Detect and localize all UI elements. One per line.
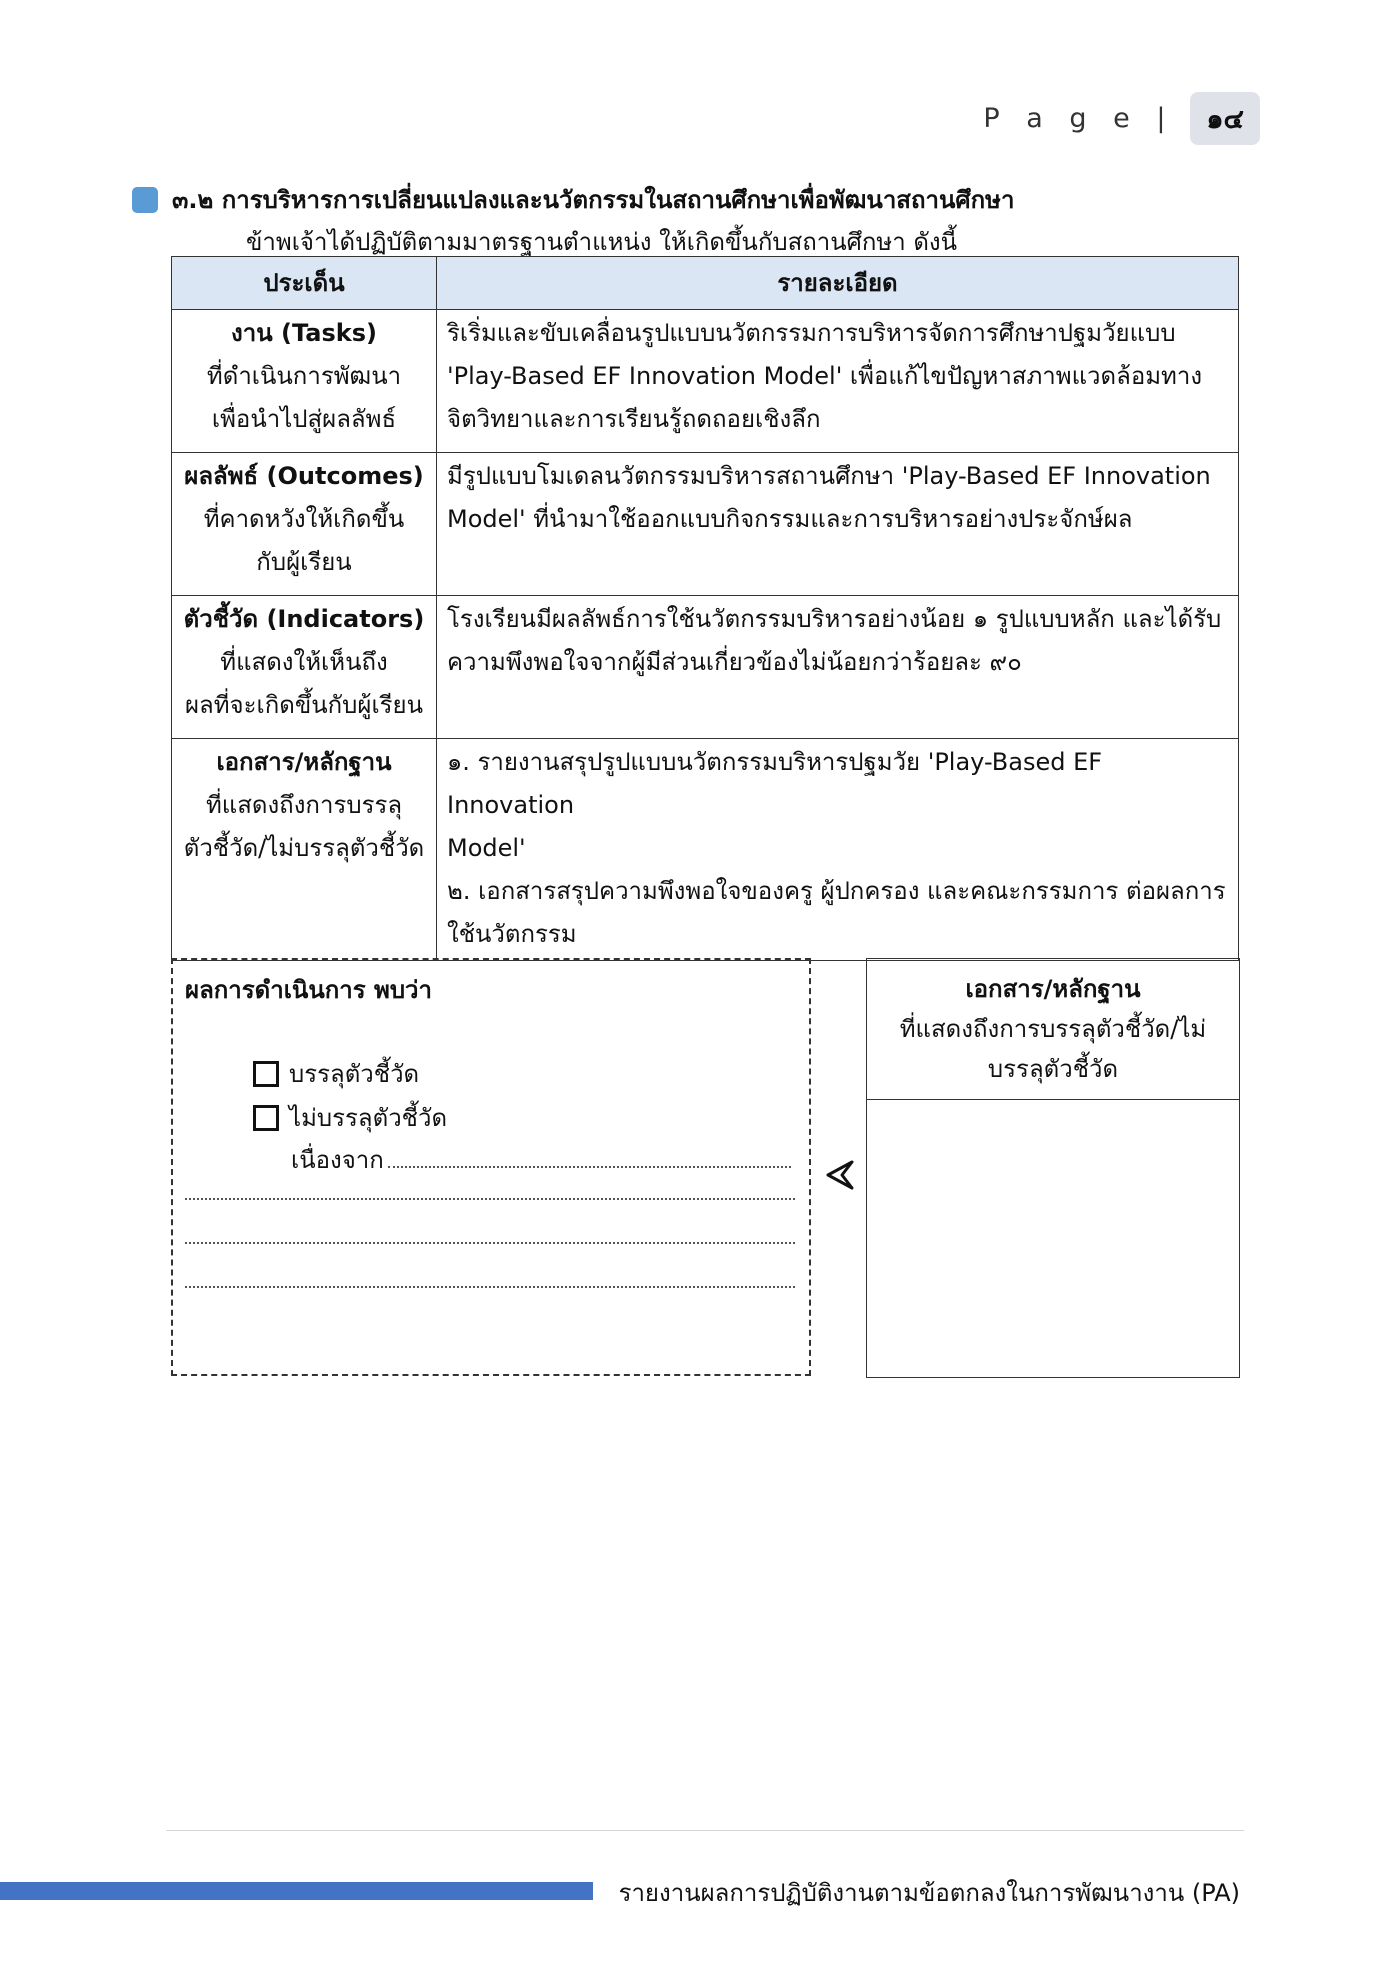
reason-blank-line[interactable] bbox=[185, 1242, 795, 1244]
detail-text: ริเริ่มและขับเคลื่อนรูปแบบนวัตกรรมการบริหารจัดการศึกษาปฐมวัยแบบ bbox=[447, 319, 1176, 347]
table-header-row bbox=[172, 257, 1239, 310]
topic-subtitle: ที่แสดงให้เห็นถึง bbox=[220, 648, 388, 676]
topic-title: ตัวชี้วัด (Indicators) bbox=[183, 605, 425, 633]
footer-title: รายงานผลการปฏิบัติงานตามข้อตกลงในการพัฒนางาน (PA) bbox=[618, 1879, 1240, 1907]
detail-text: ๒. เอกสารสรุปความพึงพอใจของครู ผู้ปกครอง และคณะกรรมการ ต่อผลการ bbox=[447, 877, 1226, 905]
detail-text: ๑. รายงานสรุปรูปแบบนวัตกรรมบริหารปฐมวัย 'Play-Based EF Innovation bbox=[447, 748, 1103, 819]
checkbox-icon[interactable] bbox=[253, 1061, 279, 1087]
topic-subtitle: ที่แสดงถึงการบรรลุ bbox=[205, 791, 403, 819]
detail-text: 'Play-Based EF Innovation Model' เพื่อแก้ไขปัญหาสภาพแวดล้อมทาง bbox=[447, 362, 1203, 390]
detail-cell bbox=[437, 739, 1239, 961]
footer-divider bbox=[166, 1830, 1244, 1831]
option-label: ไม่บรรลุตัวชี้วัด bbox=[289, 1104, 448, 1132]
checkbox-icon[interactable] bbox=[253, 1105, 279, 1131]
topic-cell bbox=[172, 310, 437, 453]
detail-cell bbox=[437, 310, 1239, 453]
topic-cell bbox=[172, 596, 437, 739]
table-row-outcomes bbox=[172, 453, 1239, 596]
topic-title: เอกสาร/หลักฐาน bbox=[216, 748, 392, 776]
topic-title: งาน (Tasks) bbox=[231, 319, 377, 347]
reason-label: เนื่องจาก bbox=[291, 1146, 384, 1174]
topic-subtitle: กับผู้เรียน bbox=[256, 548, 352, 576]
evidence-header bbox=[867, 959, 1239, 1100]
section-title: ๓.๒ การบริหารการเปลี่ยนแปลงและนวัตกรรมในสถานศึกษาเพื่อพัฒนาสถานศึกษา bbox=[172, 186, 1015, 214]
reason-blank-line[interactable] bbox=[185, 1198, 795, 1200]
result-title: ผลการดำเนินการ พบว่า bbox=[185, 976, 433, 1004]
column-header-detail: รายละเอียด bbox=[437, 257, 1239, 310]
result-box bbox=[171, 958, 811, 1376]
detail-text: Model' bbox=[447, 834, 526, 862]
section-heading bbox=[132, 180, 1014, 219]
arrow-left-icon bbox=[826, 1160, 854, 1190]
detail-text: ใช้นวัตกรรม bbox=[447, 920, 577, 948]
topic-title: ผลลัพธ์ (Outcomes) bbox=[184, 462, 424, 490]
detail-text: มีรูปแบบโมเดลนวัตกรรมบริหารสถานศึกษา 'Play-Based EF Innovation bbox=[447, 462, 1211, 490]
option-not-achieved[interactable] bbox=[253, 1098, 447, 1137]
detail-text: โรงเรียนมีผลลัพธ์การใช้นวัตกรรมบริหารอย่างน้อย ๑ รูปแบบหลัก และได้รับ bbox=[447, 605, 1222, 633]
page-header bbox=[983, 92, 1260, 145]
reason-blank[interactable] bbox=[388, 1146, 791, 1168]
reason-row bbox=[291, 1140, 791, 1179]
evidence-subtitle: ที่แสดงถึงการบรรลุตัวชี้วัด/ไม่ bbox=[899, 1015, 1207, 1043]
standards-table bbox=[171, 256, 1239, 961]
topic-cell bbox=[172, 453, 437, 596]
evidence-box bbox=[866, 958, 1240, 1378]
evidence-subtitle: บรรลุตัวชี้วัด bbox=[987, 1055, 1119, 1083]
bullet-square-icon bbox=[132, 187, 158, 213]
detail-text: ความพึงพอใจจากผู้มีส่วนเกี่ยวข้องไม่น้อยกว่าร้อยละ ๙๐ bbox=[447, 648, 1022, 676]
topic-subtitle: ตัวชี้วัด/ไม่บรรลุตัวชี้วัด bbox=[183, 834, 425, 862]
section-intro: ข้าพเจ้าได้ปฏิบัติตามมาตรฐานตำแหน่ง ให้เกิดขึ้นกับสถานศึกษา ดังนี้ bbox=[246, 228, 958, 256]
table-row-tasks bbox=[172, 310, 1239, 453]
topic-subtitle: ที่ดำเนินการพัฒนา bbox=[206, 362, 402, 390]
topic-subtitle: ผลที่จะเกิดขึ้นกับผู้เรียน bbox=[184, 691, 424, 719]
topic-cell bbox=[172, 739, 437, 961]
detail-cell bbox=[437, 453, 1239, 596]
footer-accent-bar bbox=[0, 1882, 593, 1900]
page-number: ๑๔ bbox=[1190, 92, 1260, 145]
reason-blank-line[interactable] bbox=[185, 1286, 795, 1288]
option-achieved[interactable] bbox=[253, 1054, 419, 1093]
table-row-evidence bbox=[172, 739, 1239, 961]
column-header-topic: ประเด็น bbox=[172, 257, 437, 310]
detail-cell bbox=[437, 596, 1239, 739]
topic-subtitle: ที่คาดหวังให้เกิดขึ้น bbox=[203, 505, 405, 533]
evidence-content-area[interactable] bbox=[867, 1100, 1239, 1360]
topic-subtitle: เพื่อนำไปสู่ผลลัพธ์ bbox=[211, 405, 397, 433]
detail-text: จิตวิทยาและการเรียนรู้ถดถอยเชิงลึก bbox=[447, 405, 821, 433]
detail-text: Model' ที่นำมาใช้ออกแบบกิจกรรมและการบริหารอย่างประจักษ์ผล bbox=[447, 505, 1133, 533]
option-label: บรรลุตัวชี้วัด bbox=[289, 1060, 420, 1088]
table-row-indicators bbox=[172, 596, 1239, 739]
page-label: P a g e | bbox=[983, 103, 1175, 134]
evidence-title: เอกสาร/หลักฐาน bbox=[965, 975, 1141, 1003]
